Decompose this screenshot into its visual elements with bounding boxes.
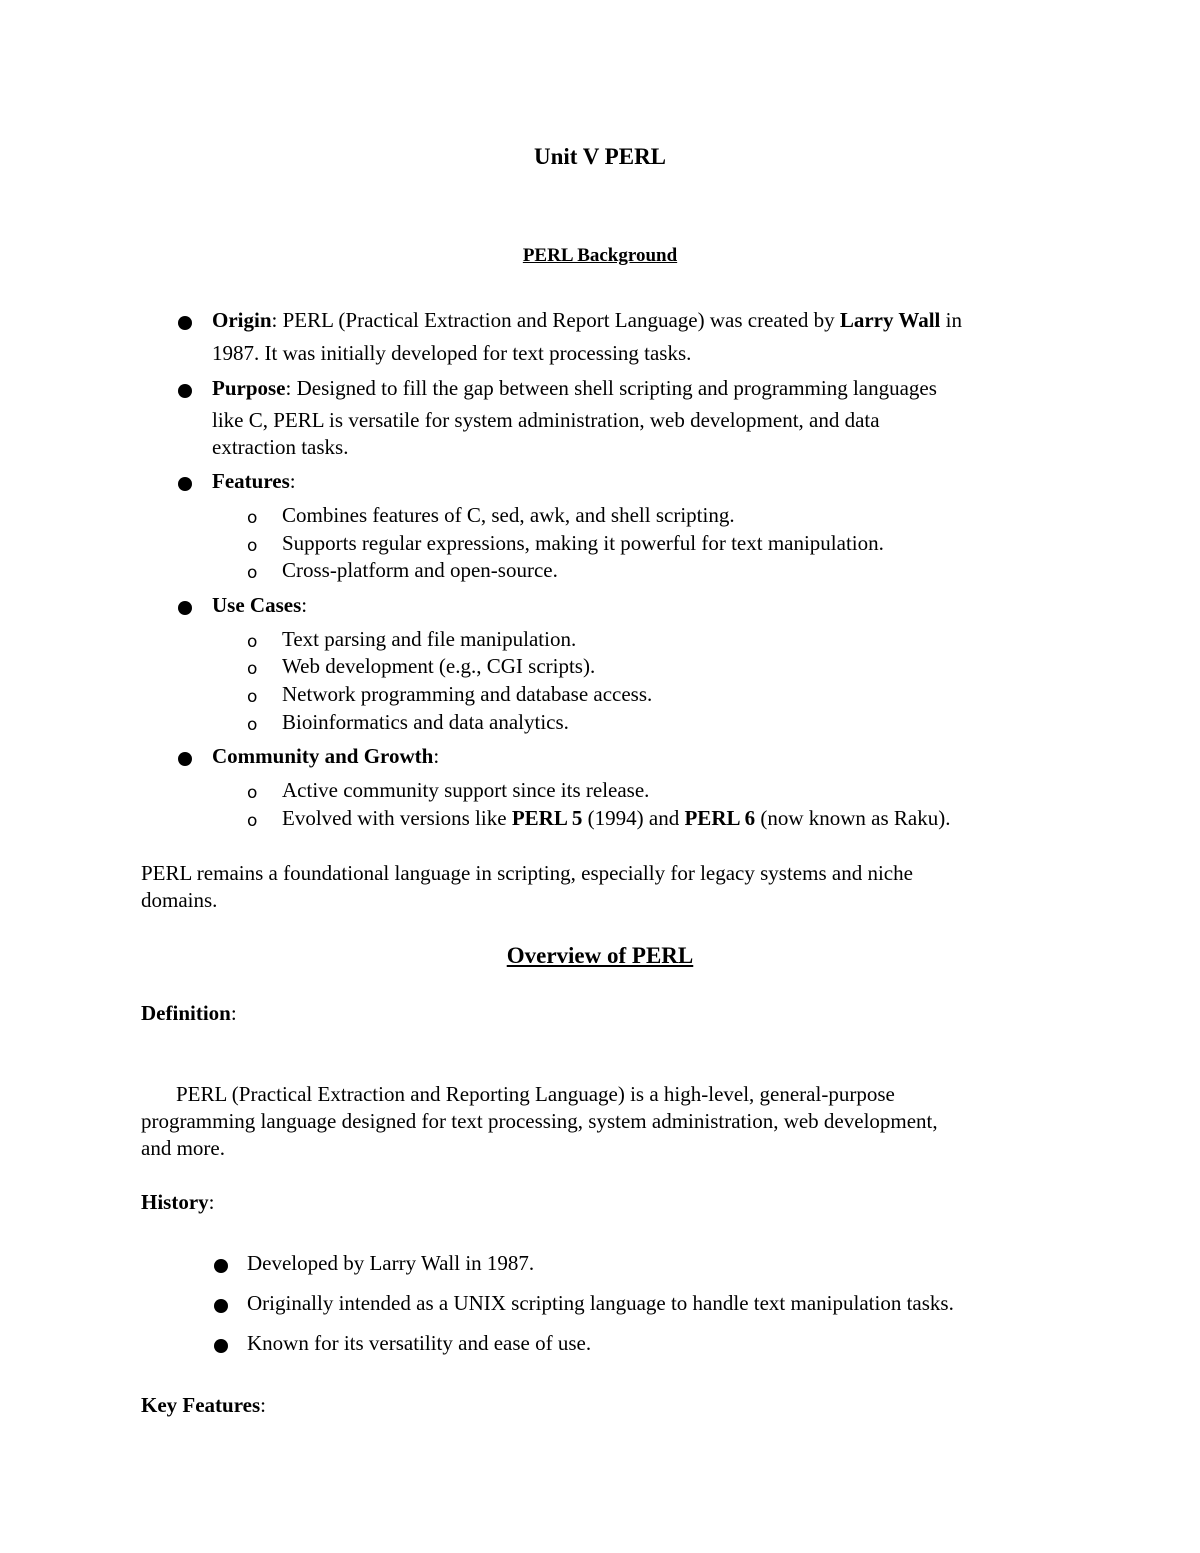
purpose-text: : Designed to fill the gap between shell scripting and programming languages [285, 376, 937, 400]
features-label: Features [212, 469, 290, 493]
bullet-icon [178, 477, 192, 491]
origin-label: Origin [212, 308, 272, 332]
history-colon: : [208, 1190, 215, 1214]
version-perl5: PERL 5 [511, 806, 583, 830]
origin-name: Larry Wall [839, 308, 941, 332]
features-item: Cross-platform and open-source. [282, 558, 558, 582]
features-colon: : [289, 469, 296, 493]
sub-bullet-icon: o [247, 563, 258, 583]
definition-heading [141, 1000, 237, 1026]
bullet-icon [214, 1299, 228, 1313]
origin-text: : PERL (Practical Extraction and Report Language) was created by [271, 308, 840, 332]
history-item: Originally intended as a UNIX scripting language to handle text manipulation tasks. [247, 1291, 954, 1315]
sub-bullet-icon: o [247, 632, 258, 652]
use-cases-label: Use Cases [212, 593, 302, 617]
sub-bullet-icon: o [247, 687, 258, 707]
use-cases-heading [212, 592, 307, 618]
features-item: Supports regular expressions, making it powerful for text manipulation. [282, 531, 884, 555]
purpose-line-1 [212, 375, 937, 401]
community-label: Community and Growth [212, 744, 434, 768]
key-features-colon: : [260, 1393, 267, 1417]
community-item-versions [282, 805, 950, 831]
bullet-icon [214, 1339, 228, 1353]
bullet-icon [178, 384, 192, 398]
sub-bullet-icon: o [247, 659, 258, 679]
sub-bullet-icon: o [247, 508, 258, 528]
origin-text-end: in [940, 308, 962, 332]
sub-bullet-icon: o [247, 715, 258, 735]
key-features-label: Key Features [141, 1393, 261, 1417]
summary-line-2: domains. [141, 888, 218, 912]
bullet-icon [178, 601, 192, 615]
use-cases-item: Text parsing and file manipulation. [282, 627, 577, 651]
sub-bullet-icon: o [247, 783, 258, 803]
history-label: History [141, 1190, 209, 1214]
origin-line-2: 1987. It was initially developed for text processing tasks. [212, 341, 692, 365]
sub-bullet-icon: o [247, 536, 258, 556]
history-item: Known for its versatility and ease of use. [247, 1331, 592, 1355]
origin-line-1 [212, 307, 962, 333]
bullet-icon [178, 316, 192, 330]
use-cases-colon: : [301, 593, 308, 617]
features-heading [212, 468, 296, 494]
sub-bullet-icon: o [247, 811, 258, 831]
definition-line-1: PERL (Practical Extraction and Reporting Language) is a high-level, general-purpose [176, 1082, 895, 1106]
key-features-heading [141, 1392, 266, 1418]
versions-text: (1994) and [582, 806, 685, 830]
purpose-line-2: like C, PERL is versatile for system administration, web development, and data [212, 408, 880, 432]
purpose-line-3: extraction tasks. [212, 435, 349, 459]
use-cases-item: Web development (e.g., CGI scripts). [282, 654, 596, 678]
history-heading [141, 1189, 215, 1215]
community-colon: : [433, 744, 440, 768]
summary-line-1: PERL remains a foundational language in scripting, especially for legacy systems and niche [141, 861, 913, 885]
history-item: Developed by Larry Wall in 1987. [247, 1251, 535, 1275]
use-cases-item: Network programming and database access. [282, 682, 653, 706]
use-cases-item: Bioinformatics and data analytics. [282, 710, 569, 734]
page-title: Unit V PERL [533, 144, 667, 169]
version-perl6: PERL 6 [684, 806, 756, 830]
definition-line-3: and more. [141, 1136, 225, 1160]
versions-text: (now known as Raku). [755, 806, 951, 830]
section-heading-background: PERL Background [522, 245, 678, 266]
definition-colon: : [230, 1001, 237, 1025]
versions-text: Evolved with versions like [282, 806, 512, 830]
bullet-icon [178, 752, 192, 766]
features-item: Combines features of C, sed, awk, and shell scripting. [282, 503, 735, 527]
bullet-icon [214, 1259, 228, 1273]
section-heading-overview: Overview of PERL [506, 943, 694, 968]
community-item: Active community support since its release. [282, 778, 650, 802]
definition-label: Definition [141, 1001, 231, 1025]
purpose-label: Purpose [212, 376, 286, 400]
community-heading [212, 743, 439, 769]
definition-line-2: programming language designed for text processing, system administration, web development, [141, 1109, 938, 1133]
